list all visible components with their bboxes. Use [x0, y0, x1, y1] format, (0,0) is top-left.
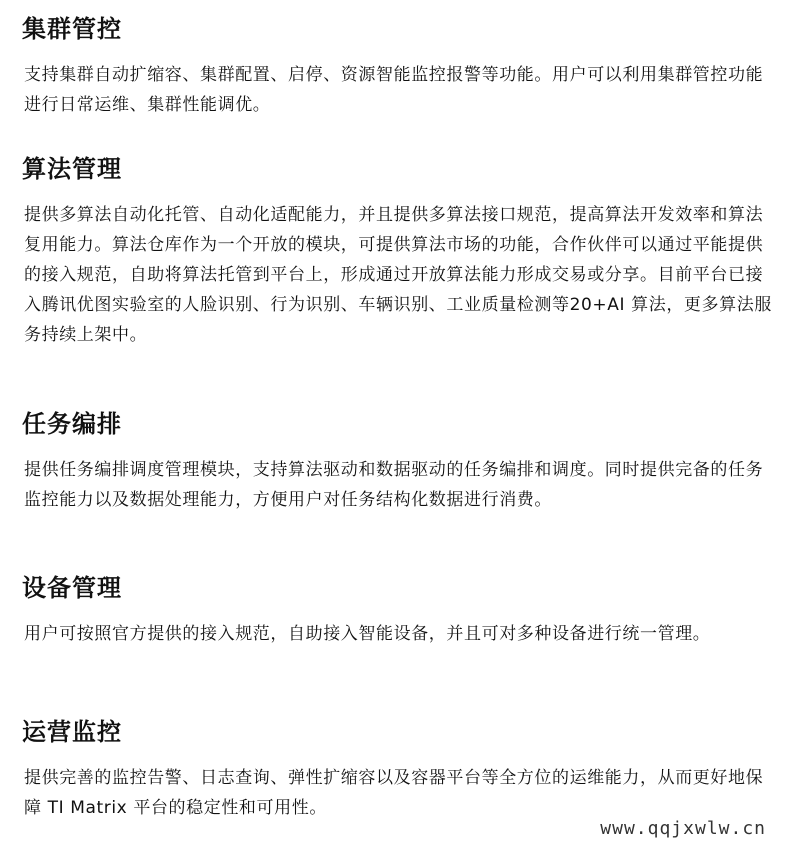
section-device-management	[22, 571, 774, 649]
section-title: 任务编排	[22, 410, 122, 438]
section-title: 设备管理	[22, 574, 122, 602]
section-task-orchestration	[22, 407, 774, 515]
section-body: 支持集群自动扩缩容、集群配置、启停、资源智能监控报警等功能。用户可以利用集群管控功能进行日常运维、集群性能调优。	[24, 65, 764, 115]
section-body: 用户可按照官方提供的接入规范，自助接入智能设备，并且可对多种设备进行统一管理。	[24, 624, 711, 644]
section-title: 运营监控	[22, 718, 122, 746]
section-body: 提供多算法自动化托管、自动化适配能力，并且提供多算法接口规范，提高算法开发效率和算法复用能力。算法仓库作为一个开放的模块，可提供算法市场的功能，合作伙伴可以通过平能提供的接入规范，自助将算法托管到平台上，形成通过开放算法能力形成交易或分享。目前平台已接入腾讯优图实验室的人脸识别、行为识别、车辆识别、工业质量检测等20+AI 算法，更多算法服务持续上架中。	[24, 205, 772, 345]
section-body: 提供完善的监控告警、日志查询、弹性扩缩容以及容器平台等全方位的运维能力，从而更好地保障 TI Matrix 平台的稳定性和可用性。	[24, 768, 764, 818]
section-title: 集群管控	[22, 15, 122, 43]
section-cluster-control	[22, 12, 774, 120]
watermark-text: www.qqjxwlw.cn	[600, 818, 766, 839]
section-algorithm-management	[22, 152, 774, 350]
section-title: 算法管理	[22, 155, 122, 183]
section-body: 提供任务编排调度管理模块，支持算法驱动和数据驱动的任务编排和调度。同时提供完备的任务监控能力以及数据处理能力，方便用户对任务结构化数据进行消费。	[24, 460, 764, 510]
section-operations-monitoring	[22, 715, 774, 823]
